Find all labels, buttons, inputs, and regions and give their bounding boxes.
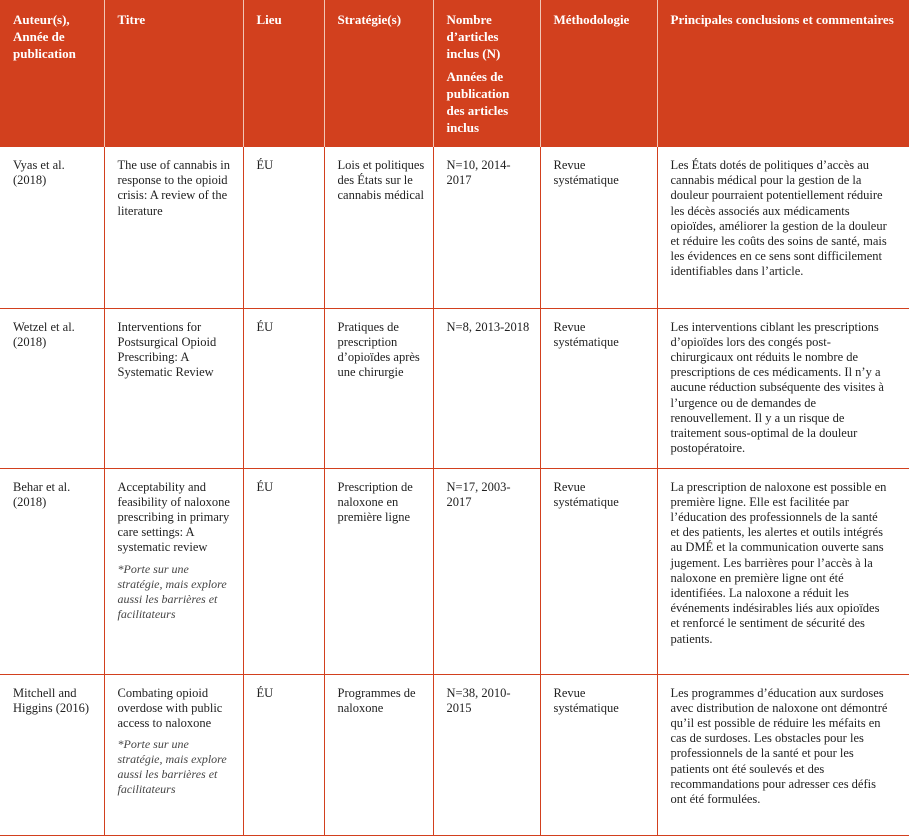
cell-articles: N=8, 2013-2018 (433, 308, 540, 468)
table-row (0, 674, 909, 835)
header-title: Titre (104, 0, 243, 147)
cell-strategy: Lois et politiques des États sur le cannabis médical (324, 147, 433, 308)
cell-authors: Vyas et al. (2018) (0, 147, 104, 308)
cell-location: ÉU (243, 147, 324, 308)
study-note: *Porte sur une stratégie, mais explore aussi les barrières et facilitateurs (117, 737, 227, 797)
table-row (0, 147, 909, 308)
study-title: The use of cannabis in response to the opioid crisis: A review of the literature (117, 158, 230, 218)
table-row (0, 308, 909, 468)
cell-conclusions: La prescription de naloxone est possible en première ligne. Elle est facilitée par l’éducation des professionnels de la santé et des patients, les alertes et outils intégrés au DMÉ et la communication ouverte sans jugement. Les barrières pour l’accès à la naloxone en première ligne ont été identifiées. La naloxone a réduit les événements indésirables liés aux opioïdes et renforcé le sentiment de sécurité des patients. (657, 468, 909, 674)
cell-strategy: Prescription de naloxone en première ligne (324, 468, 433, 674)
cell-strategy: Pratiques de prescription d’opioïdes après une chirurgie (324, 308, 433, 468)
cell-methodology: Revue systématique (540, 674, 657, 835)
cell-authors: Mitchell and Higgins (2016) (0, 674, 104, 835)
cell-location: ÉU (243, 468, 324, 674)
study-title: Interventions for Postsurgical Opioid Prescribing: A Systematic Review (117, 319, 217, 380)
cell-articles: N=17, 2003-2017 (433, 468, 540, 674)
cell-strategy: Programmes de naloxone (324, 674, 433, 835)
cell-authors: Wetzel et al. (2018) (0, 308, 104, 468)
header-articles-years: Années de publication des articles inclus (446, 69, 510, 135)
cell-title (104, 308, 243, 468)
study-note: *Porte sur une stratégie, mais explore aussi les barrières et facilitateurs (117, 561, 227, 621)
cell-conclusions: Les États dotés de politiques d’accès au cannabis médical pour la gestion de la douleur pourraient potentiellement réduire les décès associés aux médicaments opioïdes, améliorer la gestion de la douleur et réduire les coûts des soins de santé, mais les évidences en ce sens sont difficilement identifiables dans l’article. (657, 147, 909, 308)
cell-title (104, 468, 243, 674)
study-title: Combating opioid overdose with public access to naloxone (117, 685, 223, 730)
header-articles (433, 0, 540, 147)
header-location: Lieu (243, 0, 324, 147)
cell-location: ÉU (243, 674, 324, 835)
table-header-row (0, 0, 909, 147)
table-row (0, 468, 909, 674)
header-methodology: Méthodologie (540, 0, 657, 147)
cell-location: ÉU (243, 308, 324, 468)
cell-articles: N=10, 2014-2017 (433, 147, 540, 308)
cell-title (104, 674, 243, 835)
cell-authors: Behar et al. (2018) (0, 468, 104, 674)
cell-articles: N=38, 2010-2015 (433, 674, 540, 835)
header-articles-count: Nombre d’articles inclus (N) (446, 12, 501, 61)
cell-methodology: Revue systématique (540, 308, 657, 468)
header-conclusions: Principales conclusions et commentaires (657, 0, 909, 147)
header-strategies: Stratégie(s) (324, 0, 433, 147)
cell-conclusions: Les programmes d’éducation aux surdoses avec distribution de naloxone ont démontré qu’il est possible de réduire les méfaits en cas de surdoses. Les obstacles pour les professionnels de la santé et pour les patients ont été soulevés et des recommandations pour adresser ces défis ont été formulées. (657, 674, 909, 835)
header-authors: Auteur(s), Année de publication (0, 0, 104, 147)
cell-methodology: Revue systématique (540, 147, 657, 308)
cell-methodology: Revue systématique (540, 468, 657, 674)
study-title: Acceptability and feasibility of naloxone prescribing in primary care settings: A systematic review (117, 479, 230, 555)
cell-conclusions: Les interventions ciblant les prescriptions d’opioïdes lors des congés post-chirurgicaux ont réduits le nombre de prescriptions de ces médicaments. Il n’y a aucune réduction subséquente des visites à l’urgence ou de demandes de renouvellement. Il y a un risque de traitement sous-optimal de la douleur postopératoire. (657, 308, 909, 468)
cell-title (104, 147, 243, 308)
